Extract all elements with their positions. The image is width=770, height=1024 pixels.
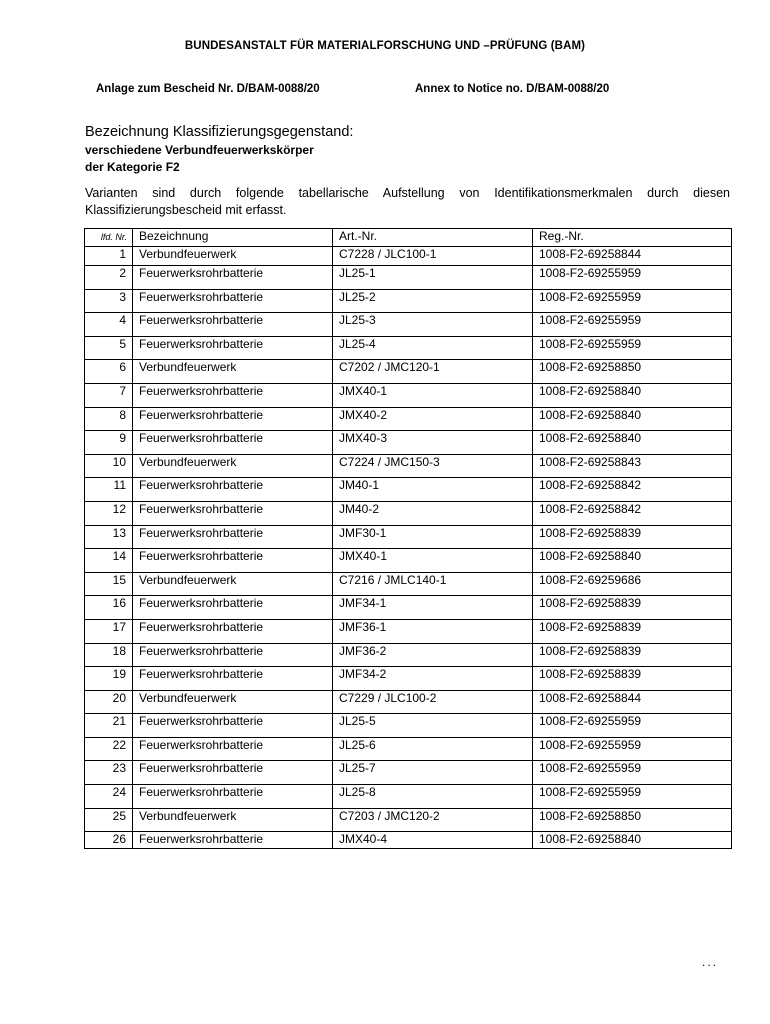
- cell-bezeichnung: Feuerwerksrohrbatterie: [133, 761, 333, 785]
- table-row: [85, 761, 732, 785]
- table-row: [85, 431, 732, 455]
- cell-art-nr: JMX40-1: [333, 383, 533, 407]
- cell-reg-nr: 1008-F2-69258840: [533, 431, 732, 455]
- table-row: [85, 832, 732, 849]
- cell-art-nr: JMF34-1: [333, 596, 533, 620]
- cell-art-nr: JL25-1: [333, 266, 533, 290]
- cell-art-nr: C7228 / JLC100-1: [333, 247, 533, 266]
- cell-reg-nr: 1008-F2-69258844: [533, 690, 732, 714]
- header-reg-nr: Reg.-Nr.: [533, 229, 732, 247]
- cell-bezeichnung: Feuerwerksrohrbatterie: [133, 737, 333, 761]
- cell-reg-nr: 1008-F2-69255959: [533, 785, 732, 809]
- cell-lfd-nr: 19: [85, 667, 133, 691]
- cell-bezeichnung: Verbundfeuerwerk: [133, 360, 333, 384]
- table-row: [85, 596, 732, 620]
- cell-lfd-nr: 13: [85, 525, 133, 549]
- cell-reg-nr: 1008-F2-69258839: [533, 525, 732, 549]
- cell-art-nr: C7203 / JMC120-2: [333, 808, 533, 832]
- cell-reg-nr: 1008-F2-69258839: [533, 619, 732, 643]
- cell-reg-nr: 1008-F2-69255959: [533, 289, 732, 313]
- table-row: [85, 313, 732, 337]
- cell-art-nr: JMX40-3: [333, 431, 533, 455]
- cell-bezeichnung: Feuerwerksrohrbatterie: [133, 501, 333, 525]
- cell-lfd-nr: 3: [85, 289, 133, 313]
- table-row: [85, 383, 732, 407]
- cell-bezeichnung: Feuerwerksrohrbatterie: [133, 478, 333, 502]
- cell-art-nr: JMX40-1: [333, 549, 533, 573]
- cell-bezeichnung: Feuerwerksrohrbatterie: [133, 336, 333, 360]
- cell-reg-nr: 1008-F2-69258842: [533, 478, 732, 502]
- cell-bezeichnung: Feuerwerksrohrbatterie: [133, 785, 333, 809]
- table-row: [85, 785, 732, 809]
- header-art-nr: Art.-Nr.: [333, 229, 533, 247]
- header-lfd-nr: lfd. Nr.: [85, 229, 133, 247]
- cell-art-nr: JMF36-1: [333, 619, 533, 643]
- cell-reg-nr: 1008-F2-69258850: [533, 360, 732, 384]
- subject-line-2: der Kategorie F2: [85, 160, 180, 174]
- cell-reg-nr: 1008-F2-69255959: [533, 336, 732, 360]
- cell-reg-nr: 1008-F2-69258840: [533, 549, 732, 573]
- cell-bezeichnung: Verbundfeuerwerk: [133, 808, 333, 832]
- table-row: [85, 643, 732, 667]
- cell-lfd-nr: 10: [85, 454, 133, 478]
- cell-lfd-nr: 7: [85, 383, 133, 407]
- cell-lfd-nr: 12: [85, 501, 133, 525]
- table-row: [85, 619, 732, 643]
- cell-art-nr: JL25-7: [333, 761, 533, 785]
- cell-bezeichnung: Feuerwerksrohrbatterie: [133, 289, 333, 313]
- table-row: [85, 247, 732, 266]
- cell-bezeichnung: Feuerwerksrohrbatterie: [133, 525, 333, 549]
- continuation-dots: ...: [702, 955, 719, 969]
- cell-lfd-nr: 20: [85, 690, 133, 714]
- cell-art-nr: C7202 / JMC120-1: [333, 360, 533, 384]
- cell-lfd-nr: 11: [85, 478, 133, 502]
- annex-reference-de: Anlage zum Bescheid Nr. D/BAM-0088/20: [96, 83, 320, 95]
- cell-bezeichnung: Feuerwerksrohrbatterie: [133, 266, 333, 290]
- table-body: [85, 247, 732, 849]
- cell-bezeichnung: Feuerwerksrohrbatterie: [133, 643, 333, 667]
- table-row: [85, 289, 732, 313]
- cell-lfd-nr: 25: [85, 808, 133, 832]
- cell-reg-nr: 1008-F2-69255959: [533, 714, 732, 738]
- variants-table: [84, 228, 732, 849]
- cell-lfd-nr: 22: [85, 737, 133, 761]
- table-row: [85, 360, 732, 384]
- cell-lfd-nr: 2: [85, 266, 133, 290]
- cell-art-nr: JL25-3: [333, 313, 533, 337]
- table-row: [85, 737, 732, 761]
- table-row: [85, 336, 732, 360]
- cell-bezeichnung: Verbundfeuerwerk: [133, 247, 333, 266]
- table-row: [85, 407, 732, 431]
- cell-art-nr: JL25-2: [333, 289, 533, 313]
- cell-bezeichnung: Feuerwerksrohrbatterie: [133, 549, 333, 573]
- cell-art-nr: JL25-8: [333, 785, 533, 809]
- cell-bezeichnung: Verbundfeuerwerk: [133, 690, 333, 714]
- table-row: [85, 690, 732, 714]
- cell-art-nr: JMF36-2: [333, 643, 533, 667]
- cell-reg-nr: 1008-F2-69258844: [533, 247, 732, 266]
- table-row: [85, 667, 732, 691]
- cell-art-nr: C7224 / JMC150-3: [333, 454, 533, 478]
- cell-lfd-nr: 6: [85, 360, 133, 384]
- cell-art-nr: JMX40-4: [333, 832, 533, 849]
- cell-lfd-nr: 9: [85, 431, 133, 455]
- table-row: [85, 572, 732, 596]
- cell-reg-nr: 1008-F2-69258839: [533, 667, 732, 691]
- cell-bezeichnung: Feuerwerksrohrbatterie: [133, 714, 333, 738]
- annex-reference-en: Annex to Notice no. D/BAM-0088/20: [415, 83, 610, 95]
- cell-bezeichnung: Feuerwerksrohrbatterie: [133, 596, 333, 620]
- cell-lfd-nr: 26: [85, 832, 133, 849]
- table-row: [85, 714, 732, 738]
- cell-lfd-nr: 15: [85, 572, 133, 596]
- cell-art-nr: C7216 / JMLC140-1: [333, 572, 533, 596]
- subject-line-1: verschiedene Verbundfeuerwerkskörper: [85, 143, 314, 157]
- cell-art-nr: JL25-5: [333, 714, 533, 738]
- cell-bezeichnung: Feuerwerksrohrbatterie: [133, 407, 333, 431]
- cell-reg-nr: 1008-F2-69255959: [533, 313, 732, 337]
- cell-reg-nr: 1008-F2-69255959: [533, 761, 732, 785]
- cell-lfd-nr: 17: [85, 619, 133, 643]
- cell-reg-nr: 1008-F2-69258842: [533, 501, 732, 525]
- cell-bezeichnung: Feuerwerksrohrbatterie: [133, 667, 333, 691]
- intro-paragraph: Varianten sind durch folgende tabellarische Aufstellung von Identifikationsmerkmalen durch diesen Klassifizierungsbescheid mit erfasst.: [85, 186, 730, 217]
- cell-lfd-nr: 18: [85, 643, 133, 667]
- cell-bezeichnung: Feuerwerksrohrbatterie: [133, 313, 333, 337]
- table-row: [85, 478, 732, 502]
- subject-label: Bezeichnung Klassifizierungsgegenstand:: [85, 124, 354, 140]
- cell-reg-nr: 1008-F2-69255959: [533, 737, 732, 761]
- table-row: [85, 501, 732, 525]
- cell-art-nr: C7229 / JLC100-2: [333, 690, 533, 714]
- cell-lfd-nr: 5: [85, 336, 133, 360]
- cell-art-nr: JL25-6: [333, 737, 533, 761]
- cell-reg-nr: 1008-F2-69258840: [533, 407, 732, 431]
- cell-reg-nr: 1008-F2-69258840: [533, 383, 732, 407]
- cell-art-nr: JMF30-1: [333, 525, 533, 549]
- cell-art-nr: JMF34-2: [333, 667, 533, 691]
- cell-reg-nr: 1008-F2-69258839: [533, 643, 732, 667]
- cell-bezeichnung: Verbundfeuerwerk: [133, 572, 333, 596]
- cell-lfd-nr: 16: [85, 596, 133, 620]
- cell-lfd-nr: 1: [85, 247, 133, 266]
- cell-bezeichnung: Feuerwerksrohrbatterie: [133, 431, 333, 455]
- cell-bezeichnung: Verbundfeuerwerk: [133, 454, 333, 478]
- cell-lfd-nr: 24: [85, 785, 133, 809]
- cell-art-nr: JL25-4: [333, 336, 533, 360]
- cell-lfd-nr: 14: [85, 549, 133, 573]
- cell-reg-nr: 1008-F2-69258843: [533, 454, 732, 478]
- cell-lfd-nr: 8: [85, 407, 133, 431]
- cell-bezeichnung: Feuerwerksrohrbatterie: [133, 619, 333, 643]
- cell-reg-nr: 1008-F2-69258850: [533, 808, 732, 832]
- page-title: BUNDESANSTALT FÜR MATERIALFORSCHUNG UND –PRÜFUNG (BAM): [184, 40, 586, 52]
- cell-lfd-nr: 23: [85, 761, 133, 785]
- header-bezeichnung: Bezeichnung: [133, 229, 333, 247]
- cell-lfd-nr: 4: [85, 313, 133, 337]
- cell-reg-nr: 1008-F2-69255959: [533, 266, 732, 290]
- cell-art-nr: JMX40-2: [333, 407, 533, 431]
- cell-reg-nr: 1008-F2-69259686: [533, 572, 732, 596]
- table-row: [85, 525, 732, 549]
- cell-bezeichnung: Feuerwerksrohrbatterie: [133, 383, 333, 407]
- cell-bezeichnung: Feuerwerksrohrbatterie: [133, 832, 333, 849]
- table-row: [85, 549, 732, 573]
- table-header-row: [85, 229, 732, 247]
- cell-art-nr: JM40-2: [333, 501, 533, 525]
- table-row: [85, 454, 732, 478]
- cell-reg-nr: 1008-F2-69258839: [533, 596, 732, 620]
- cell-art-nr: JM40-1: [333, 478, 533, 502]
- cell-lfd-nr: 21: [85, 714, 133, 738]
- cell-reg-nr: 1008-F2-69258840: [533, 832, 732, 849]
- table-row: [85, 808, 732, 832]
- table-row: [85, 266, 732, 290]
